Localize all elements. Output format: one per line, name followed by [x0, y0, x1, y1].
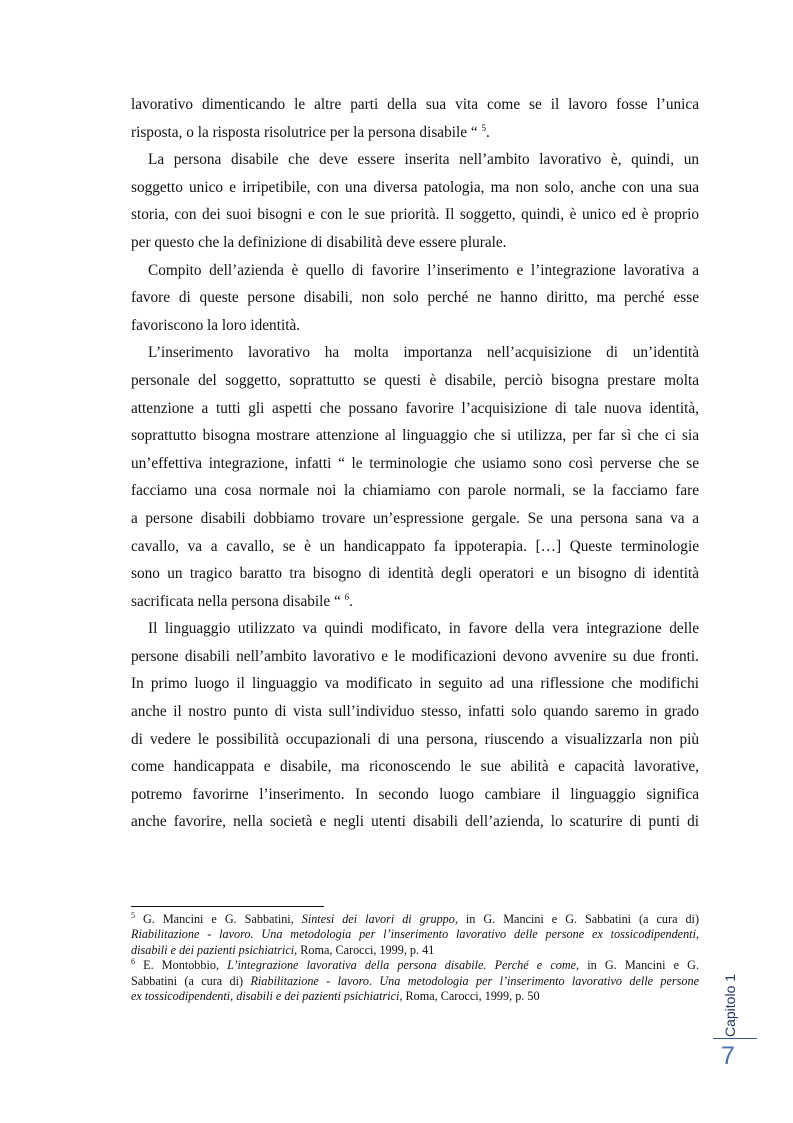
footnote-title: Sintesi dei lavori di gruppo	[301, 912, 455, 926]
text-line: personale del soggetto, soprattutto se questi è disabile, perciò bisogna prestare molta	[131, 371, 699, 389]
page-number: 7	[721, 1042, 735, 1070]
footnote-line	[131, 958, 699, 973]
text-line: Compito dell’azienda è quello di favorire l’inserimento e l’integrazione lavorativa a	[148, 261, 699, 279]
footnote-line	[131, 989, 699, 1004]
footnote-publisher: , Roma, Carocci, 1999, p. 41	[294, 942, 435, 957]
footnote-separator	[131, 906, 324, 907]
text-line: a persone disabili dobbiamo trovare un’espressione gergale. Se una persona sana va a	[131, 509, 699, 527]
text-line: come handicappata e disabile, ma riconoscendo le sue abilità e capacità lavorative,	[131, 758, 699, 776]
footnote-number: 6	[131, 957, 135, 967]
text-line: sono un tragico baratto tra bisogno di identità degli operatori e un bisogno di identità	[131, 565, 699, 583]
text-line: potremo favorirne l’inserimento. In secondo luogo cambiare il linguaggio significa	[131, 785, 699, 803]
text-line: L’inserimento lavorativo ha molta importanza nell’acquisizione di un’identità	[148, 344, 699, 362]
text-line: anche il nostro punto di vista sull’individuo stesso, infatti solo quando saremo in grado	[131, 703, 699, 721]
text-line: soprattutto bisogna mostrare attenzione al linguaggio che si utilizza, per far sì che ci sia	[131, 427, 699, 445]
text-line: cavallo, va a cavallo, se è un handicappato fa ippoterapia. […] Queste terminologie	[131, 537, 699, 555]
text-line: In primo luogo il linguaggio va modificato in seguito ad una riflessione che modifichi	[131, 675, 699, 693]
paragraph-5	[131, 615, 699, 836]
footnote-line	[131, 943, 699, 958]
text-line: soggetto unico e irripetibile, con una diversa patologia, ma non solo, anche con una sua	[131, 178, 699, 196]
footnote-author: G. Mancini e G. Sabbatini,	[143, 912, 302, 926]
footnote-author: E. Montobbio,	[143, 958, 228, 973]
text-line: un’effettiva integrazione, infatti “ le terminologie che usiamo sono così perverse che se	[131, 454, 699, 472]
text-line: anche favorire, nella società e negli utenti disabili dell’azienda, lo scaturire di punti di	[131, 813, 699, 831]
text-fragment: sacrificata nella persona disabile “	[131, 592, 341, 610]
footnote-title: L’integrazione lavorativa della persona disabile. Perché e come	[227, 958, 577, 973]
page-body	[131, 91, 699, 836]
paragraph-4	[131, 339, 699, 615]
text-line	[131, 119, 699, 147]
text-fragment: .	[349, 592, 353, 610]
text-fragment: risposta, o la risposta risolutrice per la persona disabile “	[131, 123, 478, 141]
footnote-number: 5	[131, 910, 135, 920]
footnote-text: , in G. Mancini e G.	[576, 958, 699, 973]
footnote-text: Sabbatini (a cura di)	[131, 973, 251, 988]
chapter-divider	[713, 1038, 757, 1039]
text-line: favore di queste persone disabili, non solo perché ne hanno diritto, ma perché esse	[131, 289, 699, 307]
text-line: storia, con dei suoi bisogni e con le sue priorità. Il soggetto, quindi, è unico ed è proprio	[131, 206, 699, 224]
footnote-publisher: , Roma, Carocci, 1999, p. 50	[399, 989, 540, 1004]
paragraph-3	[131, 257, 699, 340]
text-line: di vedere le possibilità occupazionali di una persona, riuscendo a visualizzarla non più	[131, 730, 699, 748]
footnote-5	[131, 912, 699, 958]
footnote-line	[131, 912, 699, 927]
text-line	[131, 588, 699, 616]
chapter-label: Capitolo 1	[722, 973, 738, 1037]
text-line: persone disabili nell’ambito lavorativo e le modificazioni devono avvenire su due fronti.	[131, 647, 699, 665]
footnote-ref-6: 6	[344, 591, 350, 602]
footnote-book-title: Riabilitazione - lavoro. Una metodologia per l’inserimento lavorativo delle persone ex tossicodipendenti,	[131, 927, 699, 942]
paragraph-1	[131, 91, 699, 146]
text-line: per questo che la definizione di disabilità deve essere plurale.	[131, 233, 507, 251]
text-line: lavorativo dimenticando le altre parti della sua vita come se il lavoro fosse l’unica	[131, 96, 699, 113]
paragraph-2	[131, 146, 699, 256]
text-line: La persona disabile che deve essere inserita nell’ambito lavorativo è, quindi, un	[148, 151, 699, 169]
footnote-line	[131, 927, 699, 942]
footnote-text: , in G. Mancini e G. Sabbatini (a cura di)	[454, 912, 700, 926]
text-line: Il linguaggio utilizzato va quindi modificato, in favore della vera integrazione delle	[148, 620, 699, 638]
footnote-ref-5: 5	[481, 122, 486, 133]
footnote-book-title: disabili e dei pazienti psichiatrici	[131, 942, 295, 957]
footnote-book-title: Riabilitazione - lavoro. Una metodologia per l’inserimento lavorativo delle persone	[250, 973, 699, 988]
footnotes	[131, 912, 699, 1004]
text-line: attenzione a tutti gli aspetti che possano favorire l’acquisizione di tale nuova identità,	[131, 399, 699, 417]
text-line: favoriscono la loro identità.	[131, 316, 301, 334]
text-line: facciamo una cosa normale noi la chiamiamo con parole normali, se la facciamo fare	[131, 482, 699, 500]
footnote-6	[131, 958, 699, 1004]
footnote-line	[131, 974, 699, 989]
footnote-book-title: ex tossicodipendenti, disabili e dei pazienti psichiatrici	[131, 989, 400, 1004]
text-fragment: .	[485, 123, 490, 141]
